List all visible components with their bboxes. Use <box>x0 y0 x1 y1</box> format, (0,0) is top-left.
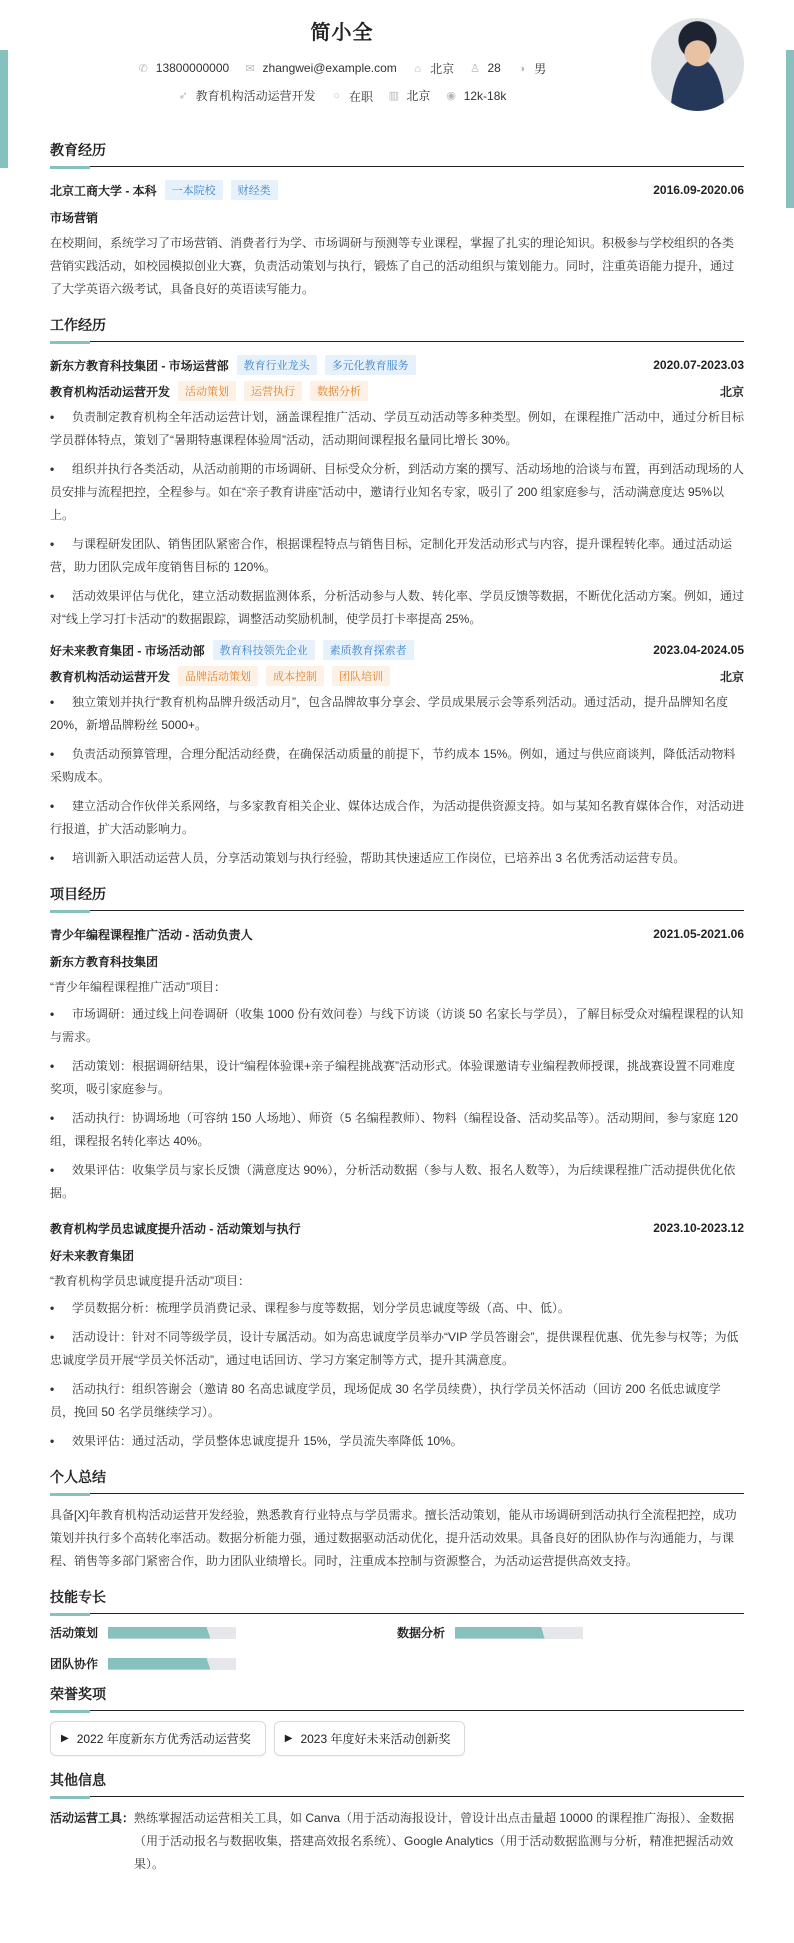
major: 市场营销 <box>50 211 99 225</box>
list-item: • 与课程研发团队、销售团队紧密合作，根据课程特点与销售目标，定制化开发活动形式与内容，提升课程转化率。通过活动运营，助力团队完成年度销售目标的 120%。 <box>50 537 733 574</box>
skill-progress-bar <box>108 1627 236 1639</box>
contact-gender <box>516 60 546 77</box>
list-item: • 培训新入职活动运营人员，分享活动策划与执行经验，帮助其快速适应工作岗位，已培养出 3 名优秀活动运营专员。 <box>50 851 686 865</box>
status-icon: ○ <box>333 90 340 102</box>
city-value: 北京 <box>430 62 455 76</box>
avatar <box>651 18 744 111</box>
work-item <box>50 637 744 870</box>
list-item: • 效果评估：收集学员与家长反馈（满意度达 90%），分析活动数据（参与人数、报名人数等），为后续课程推广活动提供优化依据。 <box>50 1163 736 1200</box>
skill-progress-fill <box>108 1627 210 1639</box>
work-location: 北京 <box>719 384 744 399</box>
education-date: 2016.09-2020.06 <box>653 183 744 197</box>
project-header-row <box>50 921 744 947</box>
other-section <box>50 1770 744 1876</box>
contact-info-row <box>50 60 634 77</box>
mail-icon: ✉ <box>245 62 255 75</box>
education-description: 在校期间，系统学习了市场营销、消费者行为学、市场调研与预测等专业课程，掌握了扎实的理论知识。积极参与学校组织的各类营销实践活动，如校园模拟创业大赛，负责活动策划与执行，锻炼了自己的活动组织与策划能力。同时，注重英语能力提升，通过了大学英语六级考试，具备良好的英语读写能力。 <box>50 236 735 296</box>
project-bullets <box>50 1297 744 1453</box>
list-item: • 建立活动合作伙伴关系网络，与多家教育相关企业、媒体达成合作，为活动提供资源支持。如与某知名教育媒体合作，对活动进行报道，扩大活动影响力。 <box>50 799 745 836</box>
job-intent-row <box>50 87 634 105</box>
skills-section <box>50 1587 744 1672</box>
work-company-row <box>50 352 744 378</box>
awards-section <box>50 1684 744 1756</box>
skills-grid <box>50 1624 744 1672</box>
work-date: 2023.04-2024.05 <box>653 643 744 657</box>
section-title-projects: 项目经历 <box>50 884 744 911</box>
target-position-icon: ➶ <box>178 90 188 102</box>
awards-list <box>50 1721 744 1756</box>
other-item <box>50 1807 744 1876</box>
triangle-right-icon: ▶ <box>61 1733 69 1744</box>
project-org: 新东方教育科技集团 <box>50 955 159 969</box>
work-company-row <box>50 637 744 663</box>
projects-section <box>50 884 744 1453</box>
skill-item <box>50 1655 397 1672</box>
list-item: • 学员数据分析：梳理学员消费记录、课程参与度等数据，划分学员忠诚度等级（高、中、低）。 <box>50 1301 571 1315</box>
company-tag: 多元化教育服务 <box>325 355 416 375</box>
contact-city <box>412 60 454 77</box>
project-date: 2021.05-2021.06 <box>653 927 744 941</box>
role-tag: 品牌活动策划 <box>178 666 258 686</box>
job-city-value: 北京 <box>406 89 431 103</box>
award-item[interactable] <box>274 1721 466 1756</box>
skill-name: 团队协作 <box>50 1657 99 1671</box>
company-name: 好未来教育集团 - 市场活动部 <box>50 643 205 658</box>
section-title-education: 教育经历 <box>50 140 744 167</box>
list-item: • 活动效果评估与优化，建立活动数据监测体系，分析活动参与人数、转化率、学员反馈等数据，不断优化活动方案。例如，通过对“线上学习打卡活动”的数据跟踪，调整活动奖励机制，使学员打卡率提高 25%。 <box>50 589 745 626</box>
project-date: 2023.10-2023.12 <box>653 1221 744 1235</box>
job-city <box>388 87 430 104</box>
target-position-value: 教育机构活动运营开发 <box>195 89 316 103</box>
job-status <box>331 88 373 105</box>
age-value: 28 <box>487 61 501 75</box>
candidate-name: 简小全 <box>310 22 374 44</box>
list-item: • 独立策划并执行“教育机构品牌升级活动月”，包含品牌故事分享会、学员成果展示会等系列活动。通过活动，提升品牌知名度 20%，新增品牌粉丝 5000+。 <box>50 695 728 732</box>
section-title-skills: 技能专长 <box>50 1587 744 1614</box>
work-date: 2020.07-2023.03 <box>653 358 744 372</box>
project-intro: “青少年编程课程推广活动”项目： <box>50 980 226 994</box>
home-icon: ⌂ <box>414 62 421 75</box>
role-tag: 数据分析 <box>310 381 368 401</box>
project-header-row <box>50 1215 744 1241</box>
project-name: 青少年编程课程推广活动 - 活动负责人 <box>50 927 253 942</box>
project-org: 好未来教育集团 <box>50 1249 135 1263</box>
list-item: • 效果评估：通过活动，学员整体忠诚度提升 15%，学员流失率降低 10%。 <box>50 1434 463 1448</box>
work-item <box>50 352 744 631</box>
company-tag: 教育科技领先企业 <box>213 640 315 660</box>
list-item: • 组织并执行各类活动，从活动前期的市场调研、目标受众分析，到活动方案的撰写、活动场地的洽谈与布置，再到活动现场的人员安排与流程把控，全程参与。如在“亲子教育讲座”活动中，邀请行业知名专家，吸引了 200 组家庭参与，活动满意度达 95%以上。 <box>50 462 745 522</box>
company-tag: 素质教育探索者 <box>323 640 414 660</box>
list-item: • 活动执行：组织答谢会（邀请 80 名高忠诚度学员，现场促成 30 名学员续费），执行学员关怀活动（回访 200 名低忠诚度学员，挽回 50 名学员继续学习）。 <box>50 1382 721 1419</box>
work-section <box>50 315 744 870</box>
triangle-right-icon: ▶ <box>284 1733 293 1744</box>
section-title-summary: 个人总结 <box>50 1467 744 1494</box>
resume-header <box>50 0 744 130</box>
phone-icon: ✆ <box>138 62 148 75</box>
school-name: 北京工商大学 - 本科 <box>50 183 157 198</box>
skill-progress-bar <box>455 1627 583 1639</box>
list-item: • 活动设计：针对不同等级学员，设计专属活动。如为高忠诚度学员举办“VIP 学员答谢会”，提供课程优惠、优先参与权等；为低忠诚度学员开展“学员关怀活动”，通过电话回访、学习方案定制等方式，提升其满意度。 <box>50 1330 739 1367</box>
skill-name: 活动策划 <box>50 1626 99 1640</box>
project-intro: “教育机构学员忠诚度提升活动”项目： <box>50 1274 250 1288</box>
role-tag: 团队培训 <box>332 666 390 686</box>
award-label: 2023 年度好未来活动创新奖 <box>300 1732 451 1746</box>
gender-icon: ◑ <box>518 62 526 75</box>
work-role-row <box>50 663 744 689</box>
list-item: • 活动策划：根据调研结果，设计“编程体验课+亲子编程挑战赛”活动形式。体验课邀请专业编程教师授课，挑战赛设置不同难度奖项，吸引家庭参与。 <box>50 1059 736 1096</box>
company-tag: 教育行业龙头 <box>237 355 317 375</box>
other-label: 活动运营工具： <box>50 1811 135 1825</box>
role-tag: 活动策划 <box>178 381 236 401</box>
age-icon: ♙ <box>470 62 480 75</box>
contact-email <box>245 61 397 75</box>
skill-progress-fill <box>455 1627 545 1639</box>
section-title-work: 工作经历 <box>50 315 744 342</box>
project-name: 教育机构学员忠诚度提升活动 - 活动策划与执行 <box>50 1221 301 1236</box>
list-item: • 活动执行：协调场地（可容纳 150 人场地）、师资（5 名编程教师）、物料（编程设备、活动奖品等）。活动期间，参与家庭 120 组，课程报名转化率达 40%。 <box>50 1111 739 1148</box>
job-salary <box>446 89 507 103</box>
work-location: 北京 <box>719 669 744 684</box>
project-item <box>50 1215 744 1453</box>
section-title-other: 其他信息 <box>50 1770 744 1797</box>
status-value: 在职 <box>348 89 373 104</box>
award-label: 2022 年度新东方优秀活动运营奖 <box>76 1732 251 1746</box>
project-bullets <box>50 1003 744 1205</box>
summary-text: 具备[X]年教育机构活动运营开发经验，熟悉教育行业特点与学员需求。擅长活动策划，能从市场调研到活动执行全流程把控，成功策划并执行多个高转化率活动。数据分析能力强，通过数据驱动活动优化，提升活动效果。具备良好的团队协作与沟通能力，与课程、销售等多部门紧密合作，助力团队业绩增长。同时，注重成本控制与资源整合，为活动运营提供高效支持。 <box>50 1508 737 1568</box>
education-header-row <box>50 177 744 203</box>
salary-value: 12k-18k <box>463 88 507 103</box>
role-title: 教育机构活动运营开发 <box>50 384 171 399</box>
list-item: • 负责活动预算管理，合理分配活动经费，在确保活动质量的前提下，节约成本 15%。例如，通过与供应商谈判，降低活动物料采购成本。 <box>50 747 736 784</box>
job-target <box>178 87 316 104</box>
gender-value: 男 <box>534 62 547 76</box>
skill-progress-bar <box>108 1658 236 1670</box>
summary-section <box>50 1467 744 1573</box>
other-text: 熟练掌握活动运营相关工具，如 Canva（用于活动海报设计，曾设计出点击量超 10000 的课程推广海报）、金数据（用于活动报名与数据收集，搭建高效报名系统）、Google Analytics（用于活动数据监测与分析，精准把握活动效果）。 <box>134 1811 735 1871</box>
phone-value: 13800000000 <box>155 61 230 75</box>
role-title: 教育机构活动运营开发 <box>50 669 171 684</box>
school-tag: 财经类 <box>231 180 278 200</box>
school-tag: 一本院校 <box>165 180 223 200</box>
list-item: • 市场调研：通过线上问卷调研（收集 1000 份有效问卷）与线下访谈（访谈 50 名家长与学员），了解目标受众对编程课程的认知与需求。 <box>50 1007 744 1044</box>
education-section <box>50 140 744 301</box>
skill-progress-fill <box>108 1658 210 1670</box>
email-value: zhangwei@example.com <box>262 61 397 75</box>
contact-age <box>470 61 501 75</box>
section-title-awards: 荣誉奖项 <box>50 1684 744 1711</box>
award-item[interactable] <box>50 1721 266 1756</box>
company-name: 新东方教育科技集团 - 市场运营部 <box>50 358 229 373</box>
work-bullets <box>50 406 744 631</box>
contact-phone <box>138 61 229 75</box>
work-role-row <box>50 378 744 404</box>
skill-name: 数据分析 <box>397 1626 446 1640</box>
project-item <box>50 921 744 1205</box>
skill-item <box>50 1624 397 1641</box>
work-bullets <box>50 691 744 870</box>
salary-icon: ◉ <box>446 90 456 102</box>
building-icon: ▥ <box>388 90 400 102</box>
role-tag: 成本控制 <box>266 666 324 686</box>
skill-item <box>397 1624 744 1641</box>
role-tag: 运营执行 <box>244 381 302 401</box>
list-item: • 负责制定教育机构全年活动运营计划，涵盖课程推广活动、学员互动活动等多种类型。例如，在课程推广活动中，通过分析目标学员群体特点，策划了“暑期特惠课程体验周”活动，活动期间课程报名量同比增长 30%。 <box>50 410 745 447</box>
